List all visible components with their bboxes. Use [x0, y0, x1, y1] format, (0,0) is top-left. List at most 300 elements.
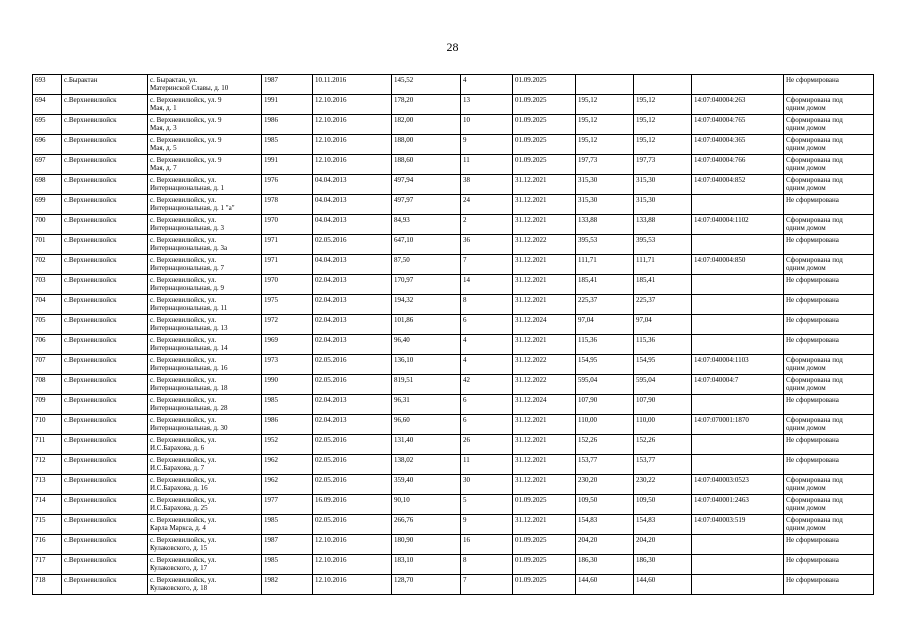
- cell-cadastral-number: 14:07:040004:7: [692, 375, 784, 395]
- table-row: [33, 475, 874, 495]
- cell-area-actual: 230,22: [634, 475, 692, 495]
- cell-area-planned: 133,88: [576, 215, 634, 235]
- cell-area: 497,94: [392, 175, 461, 195]
- cell-survey-date: 02.04.2013: [313, 295, 392, 315]
- cell-area-planned: 195,12: [576, 95, 634, 115]
- cell-area: 183,10: [392, 555, 461, 575]
- cell-settlement: с.Верхневилюйск: [62, 295, 148, 315]
- cell-deadline: 01.09.2025: [513, 535, 576, 555]
- cell-row-number: 716: [33, 535, 62, 555]
- cell-residents: 4: [461, 75, 513, 95]
- cell-land-status: Сформирована под одним домом: [784, 175, 874, 195]
- cell-area-actual: 195,12: [634, 135, 692, 155]
- cell-area: 131,40: [392, 435, 461, 455]
- cell-settlement: с.Верхневилюйск: [62, 555, 148, 575]
- cell-area: 87,50: [392, 255, 461, 275]
- cell-deadline: 01.09.2025: [513, 155, 576, 175]
- table-row: [33, 415, 874, 435]
- cell-year-built: 1962: [262, 475, 313, 495]
- cell-area-planned: 204,20: [576, 535, 634, 555]
- cell-deadline: 01.09.2025: [513, 75, 576, 95]
- cell-year-built: 1976: [262, 175, 313, 195]
- cell-row-number: 693: [33, 75, 62, 95]
- cell-survey-date: 04.04.2013: [313, 175, 392, 195]
- cell-survey-date: 02.04.2013: [313, 275, 392, 295]
- cell-cadastral-number: 14:07:040003:519: [692, 515, 784, 535]
- table-row: [33, 335, 874, 355]
- cell-residents: 11: [461, 155, 513, 175]
- cell-area-planned: 225,37: [576, 295, 634, 315]
- cell-cadastral-number: [692, 235, 784, 255]
- cell-area: 170,97: [392, 275, 461, 295]
- cell-settlement: с.Верхневилюйск: [62, 455, 148, 475]
- cell-cadastral-number: [692, 435, 784, 455]
- cell-area: 266,76: [392, 515, 461, 535]
- cell-row-number: 700: [33, 215, 62, 235]
- cell-row-number: 697: [33, 155, 62, 175]
- cell-area-actual: 115,36: [634, 335, 692, 355]
- cell-year-built: 1991: [262, 95, 313, 115]
- cell-row-number: 695: [33, 115, 62, 135]
- cell-row-number: 712: [33, 455, 62, 475]
- cell-area: 647,10: [392, 235, 461, 255]
- cell-settlement: с.Верхневилюйск: [62, 375, 148, 395]
- cell-deadline: 01.09.2025: [513, 575, 576, 595]
- cell-survey-date: 12.10.2016: [313, 155, 392, 175]
- cell-area-planned: 315,30: [576, 175, 634, 195]
- cell-land-status: Сформирована под одним домом: [784, 515, 874, 535]
- cell-area-planned: 230,20: [576, 475, 634, 495]
- cell-area-actual: 225,37: [634, 295, 692, 315]
- cell-cadastral-number: 14:07:040004:263: [692, 95, 784, 115]
- cell-cadastral-number: 14:07:040004:765: [692, 115, 784, 135]
- cell-survey-date: 12.10.2016: [313, 115, 392, 135]
- cell-settlement: с.Верхневилюйск: [62, 235, 148, 255]
- cell-land-status: Сформирована под одним домом: [784, 155, 874, 175]
- table-row: [33, 75, 874, 95]
- cell-row-number: 708: [33, 375, 62, 395]
- cell-year-built: 1973: [262, 355, 313, 375]
- table-row: [33, 555, 874, 575]
- cell-area-planned: 395,53: [576, 235, 634, 255]
- cell-year-built: 1985: [262, 555, 313, 575]
- cell-survey-date: 02.04.2013: [313, 315, 392, 335]
- cell-area-actual: 315,30: [634, 195, 692, 215]
- cell-settlement: с.Верхневилюйск: [62, 155, 148, 175]
- cell-land-status: Не сформирована: [784, 575, 874, 595]
- cell-settlement: с.Верхневилюйск: [62, 535, 148, 555]
- cell-area-planned: 195,12: [576, 135, 634, 155]
- cell-residents: 5: [461, 495, 513, 515]
- cell-settlement: с.Верхневилюйск: [62, 475, 148, 495]
- cell-deadline: 31.12.2021: [513, 335, 576, 355]
- cell-row-number: 715: [33, 515, 62, 535]
- cell-deadline: 31.12.2021: [513, 455, 576, 475]
- cell-area-actual: 110,00: [634, 415, 692, 435]
- cell-deadline: 01.09.2025: [513, 135, 576, 155]
- table-row: [33, 235, 874, 255]
- table-row: [33, 295, 874, 315]
- cell-year-built: 1985: [262, 135, 313, 155]
- cell-area-planned: 109,50: [576, 495, 634, 515]
- cell-row-number: 704: [33, 295, 62, 315]
- cell-residents: 9: [461, 135, 513, 155]
- cell-year-built: 1985: [262, 395, 313, 415]
- cell-year-built: 1977: [262, 495, 313, 515]
- cell-year-built: 1978: [262, 195, 313, 215]
- cell-address: с. Верхневилюйск, ул. 9 Мая, д. 1: [148, 95, 262, 115]
- cell-area-planned: 195,12: [576, 115, 634, 135]
- table-row: [33, 375, 874, 395]
- cell-area-planned: 186,30: [576, 555, 634, 575]
- table-row: [33, 355, 874, 375]
- cell-land-status: Сформирована под одним домом: [784, 95, 874, 115]
- cell-cadastral-number: 14:07:040001:2463: [692, 495, 784, 515]
- cell-deadline: 31.12.2024: [513, 315, 576, 335]
- cell-row-number: 711: [33, 435, 62, 455]
- cell-residents: 4: [461, 355, 513, 375]
- cell-residents: 26: [461, 435, 513, 455]
- cell-area-actual: 195,12: [634, 115, 692, 135]
- cell-area-actual: 107,90: [634, 395, 692, 415]
- cell-survey-date: 02.05.2016: [313, 455, 392, 475]
- cell-survey-date: 04.04.2013: [313, 255, 392, 275]
- cell-settlement: с.Верхневилюйск: [62, 415, 148, 435]
- cell-cadastral-number: [692, 275, 784, 295]
- cell-deadline: 01.09.2025: [513, 115, 576, 135]
- cell-residents: 7: [461, 255, 513, 275]
- cell-cadastral-number: 14:07:040003:0523: [692, 475, 784, 495]
- cell-survey-date: 04.04.2013: [313, 195, 392, 215]
- cell-year-built: 1970: [262, 215, 313, 235]
- cell-cadastral-number: [692, 295, 784, 315]
- cell-year-built: 1971: [262, 255, 313, 275]
- cell-area-actual: 315,30: [634, 175, 692, 195]
- cell-settlement: с.Верхневилюйск: [62, 495, 148, 515]
- cell-address: с. Верхневилюйск, ул. Интернациональная, д. 18: [148, 375, 262, 395]
- cell-cadastral-number: 14:07:040004:850: [692, 255, 784, 275]
- cell-row-number: 702: [33, 255, 62, 275]
- cell-residents: 42: [461, 375, 513, 395]
- cell-deadline: 31.12.2021: [513, 215, 576, 235]
- cell-area-actual: 185,41: [634, 275, 692, 295]
- table-row: [33, 135, 874, 155]
- cell-area-actual: 144,60: [634, 575, 692, 595]
- cell-address: с. Верхневилюйск, ул. Интернациональная, д. 7: [148, 255, 262, 275]
- cell-deadline: 01.09.2025: [513, 95, 576, 115]
- cell-area: 96,31: [392, 395, 461, 415]
- cell-deadline: 31.12.2022: [513, 235, 576, 255]
- cell-residents: 38: [461, 175, 513, 195]
- cell-area-actual: 595,04: [634, 375, 692, 395]
- cell-land-status: Сформирована под одним домом: [784, 375, 874, 395]
- cell-land-status: Не сформирована: [784, 315, 874, 335]
- cell-row-number: 707: [33, 355, 62, 375]
- cell-address: с. Верхневилюйск, ул. Интернациональная, д. 3: [148, 215, 262, 235]
- cell-row-number: 696: [33, 135, 62, 155]
- cell-cadastral-number: [692, 555, 784, 575]
- cell-residents: 16: [461, 535, 513, 555]
- cell-area-actual: 197,73: [634, 155, 692, 175]
- cell-address: с. Верхневилюйск, ул. Интернациональная, д. 28: [148, 395, 262, 415]
- cell-row-number: 714: [33, 495, 62, 515]
- cell-area-actual: 152,26: [634, 435, 692, 455]
- cell-row-number: 703: [33, 275, 62, 295]
- cell-residents: 8: [461, 295, 513, 315]
- cell-year-built: 1986: [262, 415, 313, 435]
- cell-year-built: 1952: [262, 435, 313, 455]
- cell-cadastral-number: 14:07:040004:766: [692, 155, 784, 175]
- cell-area: 96,60: [392, 415, 461, 435]
- cell-year-built: 1986: [262, 115, 313, 135]
- cell-survey-date: 02.04.2013: [313, 335, 392, 355]
- cell-settlement: с.Верхневилюйск: [62, 175, 148, 195]
- cell-area-actual: 133,88: [634, 215, 692, 235]
- cell-survey-date: 02.05.2016: [313, 515, 392, 535]
- cell-deadline: 31.12.2024: [513, 395, 576, 415]
- cell-land-status: Не сформирована: [784, 295, 874, 315]
- table-row: [33, 495, 874, 515]
- cell-residents: 11: [461, 455, 513, 475]
- cell-year-built: 1969: [262, 335, 313, 355]
- cell-address: с. Верхневилюйск, ул. 9 Мая, д. 3: [148, 115, 262, 135]
- cell-survey-date: 04.04.2013: [313, 215, 392, 235]
- cell-area-actual: 186,30: [634, 555, 692, 575]
- cell-land-status: Сформирована под одним домом: [784, 215, 874, 235]
- cell-area-planned: 115,36: [576, 335, 634, 355]
- cell-year-built: 1962: [262, 455, 313, 475]
- cell-cadastral-number: [692, 195, 784, 215]
- page-number: 28: [446, 40, 459, 54]
- cell-year-built: 1990: [262, 375, 313, 395]
- cell-row-number: 706: [33, 335, 62, 355]
- cell-settlement: с.Верхневилюйск: [62, 95, 148, 115]
- cell-survey-date: 12.10.2016: [313, 575, 392, 595]
- cell-row-number: 709: [33, 395, 62, 415]
- cell-cadastral-number: [692, 315, 784, 335]
- cell-land-status: Не сформирована: [784, 435, 874, 455]
- cell-cadastral-number: [692, 455, 784, 475]
- cell-settlement: с.Верхневилюйск: [62, 575, 148, 595]
- cell-year-built: 1987: [262, 535, 313, 555]
- cell-land-status: Не сформирована: [784, 555, 874, 575]
- cell-settlement: с.Верхневилюйск: [62, 355, 148, 375]
- cell-residents: 30: [461, 475, 513, 495]
- cell-cadastral-number: 14:07:040004:365: [692, 135, 784, 155]
- cell-residents: 6: [461, 415, 513, 435]
- cell-row-number: 710: [33, 415, 62, 435]
- cell-address: с. Верхневилюйск, ул. Кулаковского, д. 17: [148, 555, 262, 575]
- cell-deadline: 31.12.2021: [513, 475, 576, 495]
- cell-year-built: 1972: [262, 315, 313, 335]
- cell-area-planned: 111,71: [576, 255, 634, 275]
- cell-deadline: 31.12.2022: [513, 375, 576, 395]
- table-row: [33, 455, 874, 475]
- cell-area-actual: 195,12: [634, 95, 692, 115]
- cell-residents: 13: [461, 95, 513, 115]
- cell-address: с. Верхневилюйск, ул. Интернациональная, д. 11: [148, 295, 262, 315]
- cell-residents: 36: [461, 235, 513, 255]
- cell-area: 188,00: [392, 135, 461, 155]
- cell-residents: 4: [461, 335, 513, 355]
- cell-land-status: Не сформирована: [784, 235, 874, 255]
- cell-survey-date: 12.10.2016: [313, 555, 392, 575]
- cell-deadline: 01.09.2025: [513, 495, 576, 515]
- cell-area-planned: 185,41: [576, 275, 634, 295]
- cell-settlement: с.Верхневилюйск: [62, 435, 148, 455]
- cell-address: с. Верхневилюйск, ул. 9 Мая, д. 5: [148, 135, 262, 155]
- cell-area: 178,20: [392, 95, 461, 115]
- cell-area-actual: 395,53: [634, 235, 692, 255]
- cell-residents: 10: [461, 115, 513, 135]
- cell-area: 138,02: [392, 455, 461, 475]
- cell-land-status: Сформирована под одним домом: [784, 355, 874, 375]
- cell-land-status: Сформирована под одним домом: [784, 135, 874, 155]
- cell-row-number: 713: [33, 475, 62, 495]
- cell-area: 819,51: [392, 375, 461, 395]
- table-body: [33, 75, 874, 595]
- cell-row-number: 699: [33, 195, 62, 215]
- cell-address: с. Верхневилюйск, ул. Кулаковского, д. 15: [148, 535, 262, 555]
- registry-table: [32, 74, 874, 595]
- cell-survey-date: 02.05.2016: [313, 375, 392, 395]
- cell-settlement: с.Бырактан: [62, 75, 148, 95]
- cell-area: 84,93: [392, 215, 461, 235]
- cell-survey-date: 02.05.2016: [313, 235, 392, 255]
- cell-settlement: с.Верхневилюйск: [62, 335, 148, 355]
- cell-survey-date: 02.04.2013: [313, 395, 392, 415]
- cell-year-built: 1987: [262, 75, 313, 95]
- cell-survey-date: 16.09.2016: [313, 495, 392, 515]
- cell-address: с. Верхневилюйск, ул. Интернациональная, д. 16: [148, 355, 262, 375]
- cell-deadline: 31.12.2022: [513, 355, 576, 375]
- cell-address: с. Верхневилюйск, ул. Интернациональная, д. 1: [148, 175, 262, 195]
- cell-row-number: 701: [33, 235, 62, 255]
- cell-cadastral-number: [692, 335, 784, 355]
- cell-deadline: 31.12.2021: [513, 255, 576, 275]
- cell-land-status: Сформирована под одним домом: [784, 115, 874, 135]
- cell-land-status: Не сформирована: [784, 455, 874, 475]
- cell-settlement: с.Верхневилюйск: [62, 255, 148, 275]
- cell-area-planned: 110,00: [576, 415, 634, 435]
- cell-area-actual: 153,77: [634, 455, 692, 475]
- cell-address: с. Верхневилюйск, ул. Интернациональная, д. 30: [148, 415, 262, 435]
- cell-cadastral-number: 14:07:070001:1870: [692, 415, 784, 435]
- cell-area: 188,60: [392, 155, 461, 175]
- cell-cadastral-number: 14:07:040004:1103: [692, 355, 784, 375]
- table-row: [33, 275, 874, 295]
- cell-area-actual: 154,83: [634, 515, 692, 535]
- cell-deadline: 31.12.2021: [513, 435, 576, 455]
- cell-address: с. Верхневилюйск, ул. Интернациональная, д. 13: [148, 315, 262, 335]
- cell-survey-date: 12.10.2016: [313, 95, 392, 115]
- cell-area-planned: 107,90: [576, 395, 634, 415]
- cell-address: с. Верхневилюйск, ул. Кулаковского, д. 18: [148, 575, 262, 595]
- cell-settlement: с.Верхневилюйск: [62, 275, 148, 295]
- cell-area: 145,52: [392, 75, 461, 95]
- cell-address: с. Верхневилюйск, ул. Интернациональная, д. 14: [148, 335, 262, 355]
- cell-land-status: Не сформирована: [784, 195, 874, 215]
- cell-row-number: 705: [33, 315, 62, 335]
- table-row: [33, 575, 874, 595]
- cell-deadline: 31.12.2021: [513, 295, 576, 315]
- cell-address: с. Верхневилюйск, ул. И.С.Барахова, д. 25: [148, 495, 262, 515]
- cell-address: с. Верхневилюйск, ул. Карла Маркса, д. 4: [148, 515, 262, 535]
- cell-area: 359,40: [392, 475, 461, 495]
- cell-settlement: с.Верхневилюйск: [62, 515, 148, 535]
- cell-area-actual: 109,50: [634, 495, 692, 515]
- table-row: [33, 255, 874, 275]
- cell-settlement: с.Верхневилюйск: [62, 135, 148, 155]
- cell-year-built: 1985: [262, 515, 313, 535]
- cell-address: с. Верхневилюйск, ул. Интернациональная, д. 9: [148, 275, 262, 295]
- table-row: [33, 115, 874, 135]
- cell-survey-date: 12.10.2016: [313, 135, 392, 155]
- cell-area-planned: 315,30: [576, 195, 634, 215]
- cell-residents: 9: [461, 515, 513, 535]
- cell-deadline: 31.12.2021: [513, 415, 576, 435]
- cell-area-planned: 97,04: [576, 315, 634, 335]
- cell-area-planned: [576, 75, 634, 95]
- cell-settlement: с.Верхневилюйск: [62, 315, 148, 335]
- cell-land-status: Сформирована под одним домом: [784, 255, 874, 275]
- cell-row-number: 717: [33, 555, 62, 575]
- cell-survey-date: 12.10.2016: [313, 535, 392, 555]
- cell-cadastral-number: [692, 535, 784, 555]
- cell-residents: 14: [461, 275, 513, 295]
- cell-cadastral-number: [692, 75, 784, 95]
- table-row: [33, 155, 874, 175]
- cell-area: 96,40: [392, 335, 461, 355]
- cell-row-number: 698: [33, 175, 62, 195]
- cell-row-number: 694: [33, 95, 62, 115]
- cell-address: с. Бырактан, ул. Материнской Славы, д. 10: [148, 75, 262, 95]
- cell-area-planned: 152,26: [576, 435, 634, 455]
- table-row: [33, 435, 874, 455]
- cell-residents: 6: [461, 315, 513, 335]
- cell-area-actual: 154,95: [634, 355, 692, 375]
- cell-survey-date: 02.05.2016: [313, 435, 392, 455]
- cell-residents: 2: [461, 215, 513, 235]
- cell-cadastral-number: [692, 575, 784, 595]
- cell-address: с. Верхневилюйск, ул. Интернациональная, д. 3а: [148, 235, 262, 255]
- cell-area-actual: 204,20: [634, 535, 692, 555]
- cell-year-built: 1975: [262, 295, 313, 315]
- table-row: [33, 395, 874, 415]
- cell-residents: 6: [461, 395, 513, 415]
- cell-address: с. Верхневилюйск, ул. 9 Мая, д. 7: [148, 155, 262, 175]
- cell-area: 128,70: [392, 575, 461, 595]
- table-row: [33, 175, 874, 195]
- cell-area-planned: 144,60: [576, 575, 634, 595]
- cell-year-built: 1991: [262, 155, 313, 175]
- cell-cadastral-number: [692, 395, 784, 415]
- cell-land-status: Не сформирована: [784, 535, 874, 555]
- cell-area-planned: 154,95: [576, 355, 634, 375]
- cell-settlement: с.Верхневилюйск: [62, 115, 148, 135]
- cell-land-status: Не сформирована: [784, 395, 874, 415]
- cell-area: 194,32: [392, 295, 461, 315]
- cell-settlement: с.Верхневилюйск: [62, 395, 148, 415]
- table-row: [33, 515, 874, 535]
- cell-cadastral-number: 14:07:040004:1102: [692, 215, 784, 235]
- cell-year-built: 1970: [262, 275, 313, 295]
- cell-deadline: 31.12.2021: [513, 275, 576, 295]
- cell-area-planned: 595,04: [576, 375, 634, 395]
- cell-area-planned: 154,83: [576, 515, 634, 535]
- cell-land-status: Сформирована под одним домом: [784, 475, 874, 495]
- cell-area: 136,10: [392, 355, 461, 375]
